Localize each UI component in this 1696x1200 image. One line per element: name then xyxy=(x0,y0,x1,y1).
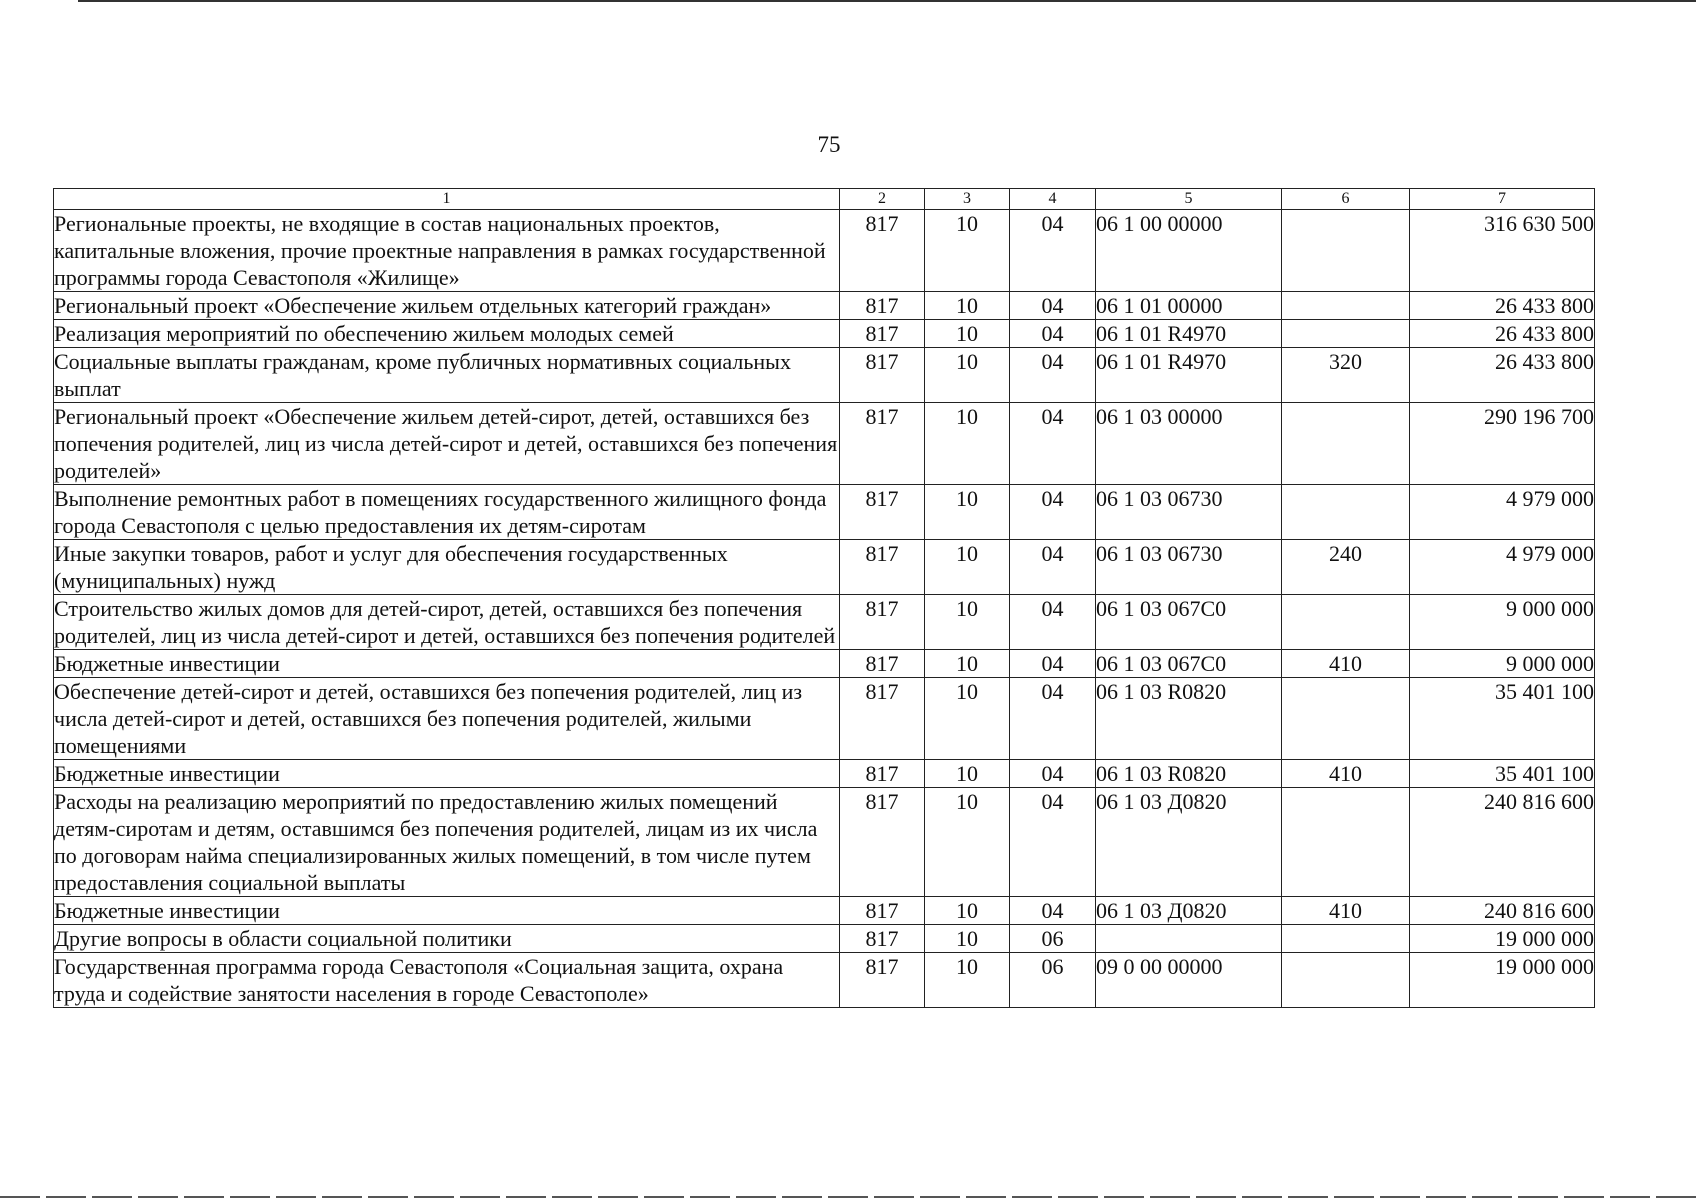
row-sum: 4 979 000 xyxy=(1410,485,1595,540)
row-rz: 10 xyxy=(925,485,1010,540)
row-name: Иные закупки товаров, работ и услуг для обеспечения государственных (муниципальных) нужд xyxy=(54,540,840,595)
row-vr xyxy=(1282,595,1410,650)
table-row xyxy=(54,760,1595,788)
row-rz: 10 xyxy=(925,678,1010,760)
row-pr: 04 xyxy=(1010,595,1096,650)
row-ved: 817 xyxy=(840,650,925,678)
row-name: Бюджетные инвестиции xyxy=(54,897,840,925)
row-ved: 817 xyxy=(840,925,925,953)
row-pr: 04 xyxy=(1010,897,1096,925)
row-csr: 06 1 03 067С0 xyxy=(1096,650,1282,678)
row-rz: 10 xyxy=(925,953,1010,1008)
row-name: Государственная программа города Севастополя «Социальная защита, охрана труда и содействие занятости населения в городе Севастополе» xyxy=(54,953,840,1008)
row-csr: 06 1 03 R0820 xyxy=(1096,760,1282,788)
row-ved: 817 xyxy=(840,210,925,292)
row-pr: 04 xyxy=(1010,760,1096,788)
row-name: Социальные выплаты гражданам, кроме публичных нормативных социальных выплат xyxy=(54,348,840,403)
row-rz: 10 xyxy=(925,210,1010,292)
row-sum: 316 630 500 xyxy=(1410,210,1595,292)
row-rz: 10 xyxy=(925,760,1010,788)
row-name: Региональные проекты, не входящие в состав национальных проектов, капитальные вложения, прочие проектные направления в рамках государственной программы города Севастополя «Жилище» xyxy=(54,210,840,292)
row-sum: 35 401 100 xyxy=(1410,760,1595,788)
row-ved: 817 xyxy=(840,348,925,403)
row-pr: 04 xyxy=(1010,210,1096,292)
row-name: Реализация мероприятий по обеспечению жильем молодых семей xyxy=(54,320,840,348)
row-ved: 817 xyxy=(840,678,925,760)
row-name: Региональный проект «Обеспечение жильем отдельных категорий граждан» xyxy=(54,292,840,320)
row-rz: 10 xyxy=(925,320,1010,348)
header-cell: 5 xyxy=(1096,189,1282,210)
row-pr: 04 xyxy=(1010,403,1096,485)
bottom-rule xyxy=(0,1196,1696,1198)
page-number: 75 xyxy=(817,132,841,157)
row-rz: 10 xyxy=(925,292,1010,320)
row-csr: 06 1 03 R0820 xyxy=(1096,678,1282,760)
row-csr: 06 1 03 067С0 xyxy=(1096,595,1282,650)
row-csr: 06 1 01 R4970 xyxy=(1096,348,1282,403)
row-vr xyxy=(1282,210,1410,292)
table-row xyxy=(54,678,1595,760)
row-rz: 10 xyxy=(925,925,1010,953)
header-cell: 6 xyxy=(1282,189,1410,210)
row-sum: 4 979 000 xyxy=(1410,540,1595,595)
table-row xyxy=(54,925,1595,953)
row-sum: 35 401 100 xyxy=(1410,678,1595,760)
row-pr: 04 xyxy=(1010,292,1096,320)
table-row xyxy=(54,320,1595,348)
row-pr: 04 xyxy=(1010,348,1096,403)
row-name: Выполнение ремонтных работ в помещениях государственного жилищного фонда города Севастополя с целью предоставления их детям-сиротам xyxy=(54,485,840,540)
row-vr: 240 xyxy=(1282,540,1410,595)
row-rz: 10 xyxy=(925,348,1010,403)
table-row xyxy=(54,595,1595,650)
row-pr: 04 xyxy=(1010,320,1096,348)
row-csr: 06 1 03 06730 xyxy=(1096,485,1282,540)
row-rz: 10 xyxy=(925,788,1010,897)
row-name: Другие вопросы в области социальной политики xyxy=(54,925,840,953)
row-name: Обеспечение детей-сирот и детей, оставшихся без попечения родителей, лиц из числа детей-сирот и детей, оставшихся без попечения родителей, жилыми помещениями xyxy=(54,678,840,760)
row-ved: 817 xyxy=(840,595,925,650)
row-ved: 817 xyxy=(840,540,925,595)
row-ved: 817 xyxy=(840,485,925,540)
table-row xyxy=(54,953,1595,1008)
row-pr: 04 xyxy=(1010,540,1096,595)
row-name: Региональный проект «Обеспечение жильем детей-сирот, детей, оставшихся без попечения родителей, лиц из числа детей-сирот и детей, оставшихся без попечения родителей» xyxy=(54,403,840,485)
row-ved: 817 xyxy=(840,292,925,320)
row-sum: 26 433 800 xyxy=(1410,292,1595,320)
table-row xyxy=(54,650,1595,678)
row-ved: 817 xyxy=(840,788,925,897)
row-sum: 26 433 800 xyxy=(1410,320,1595,348)
row-pr: 06 xyxy=(1010,953,1096,1008)
row-name: Бюджетные инвестиции xyxy=(54,760,840,788)
budget-table xyxy=(53,188,1595,1008)
row-vr xyxy=(1282,485,1410,540)
row-sum: 19 000 000 xyxy=(1410,925,1595,953)
row-csr: 09 0 00 00000 xyxy=(1096,953,1282,1008)
header-cell: 2 xyxy=(840,189,925,210)
table-row xyxy=(54,210,1595,292)
row-vr xyxy=(1282,925,1410,953)
row-rz: 10 xyxy=(925,897,1010,925)
row-ved: 817 xyxy=(840,953,925,1008)
top-rule xyxy=(78,0,1696,2)
header-cell: 1 xyxy=(54,189,840,210)
row-rz: 10 xyxy=(925,403,1010,485)
row-sum: 19 000 000 xyxy=(1410,953,1595,1008)
table-row xyxy=(54,897,1595,925)
header-cell: 7 xyxy=(1410,189,1595,210)
row-vr xyxy=(1282,403,1410,485)
row-csr: 06 1 03 Д0820 xyxy=(1096,897,1282,925)
row-ved: 817 xyxy=(840,897,925,925)
row-csr: 06 1 00 00000 xyxy=(1096,210,1282,292)
row-rz: 10 xyxy=(925,595,1010,650)
row-name: Бюджетные инвестиции xyxy=(54,650,840,678)
row-sum: 26 433 800 xyxy=(1410,348,1595,403)
row-vr xyxy=(1282,320,1410,348)
row-csr: 06 1 01 00000 xyxy=(1096,292,1282,320)
row-vr xyxy=(1282,292,1410,320)
row-csr: 06 1 03 06730 xyxy=(1096,540,1282,595)
row-csr: 06 1 03 Д0820 xyxy=(1096,788,1282,897)
table-row xyxy=(54,403,1595,485)
row-csr: 06 1 01 R4970 xyxy=(1096,320,1282,348)
row-vr xyxy=(1282,788,1410,897)
row-ved: 817 xyxy=(840,760,925,788)
row-csr xyxy=(1096,925,1282,953)
row-pr: 04 xyxy=(1010,650,1096,678)
row-rz: 10 xyxy=(925,650,1010,678)
row-name: Строительство жилых домов для детей-сирот, детей, оставшихся без попечения родителей, лиц из числа детей-сирот и детей, оставшихся без попечения родителей xyxy=(54,595,840,650)
row-sum: 9 000 000 xyxy=(1410,650,1595,678)
header-row xyxy=(54,189,1595,210)
row-vr xyxy=(1282,953,1410,1008)
row-sum: 240 816 600 xyxy=(1410,788,1595,897)
header-cell: 4 xyxy=(1010,189,1096,210)
row-pr: 04 xyxy=(1010,485,1096,540)
row-ved: 817 xyxy=(840,320,925,348)
row-vr: 410 xyxy=(1282,650,1410,678)
table-row xyxy=(54,292,1595,320)
row-vr xyxy=(1282,678,1410,760)
row-pr: 06 xyxy=(1010,925,1096,953)
row-sum: 290 196 700 xyxy=(1410,403,1595,485)
row-sum: 9 000 000 xyxy=(1410,595,1595,650)
row-ved: 817 xyxy=(840,403,925,485)
row-rz: 10 xyxy=(925,540,1010,595)
table-row xyxy=(54,540,1595,595)
row-name: Расходы на реализацию мероприятий по предоставлению жилых помещений детям-сиротам и детям, оставшимся без попечения родителей, лицам из их числа по договорам найма специализированных жилых помещений, в том числе путем предоставления социальной выплаты xyxy=(54,788,840,897)
row-pr: 04 xyxy=(1010,678,1096,760)
row-vr: 410 xyxy=(1282,760,1410,788)
row-csr: 06 1 03 00000 xyxy=(1096,403,1282,485)
table-row xyxy=(54,348,1595,403)
row-vr: 320 xyxy=(1282,348,1410,403)
row-vr: 410 xyxy=(1282,897,1410,925)
row-sum: 240 816 600 xyxy=(1410,897,1595,925)
row-pr: 04 xyxy=(1010,788,1096,897)
table-row xyxy=(54,485,1595,540)
header-cell: 3 xyxy=(925,189,1010,210)
table-row xyxy=(54,788,1595,897)
